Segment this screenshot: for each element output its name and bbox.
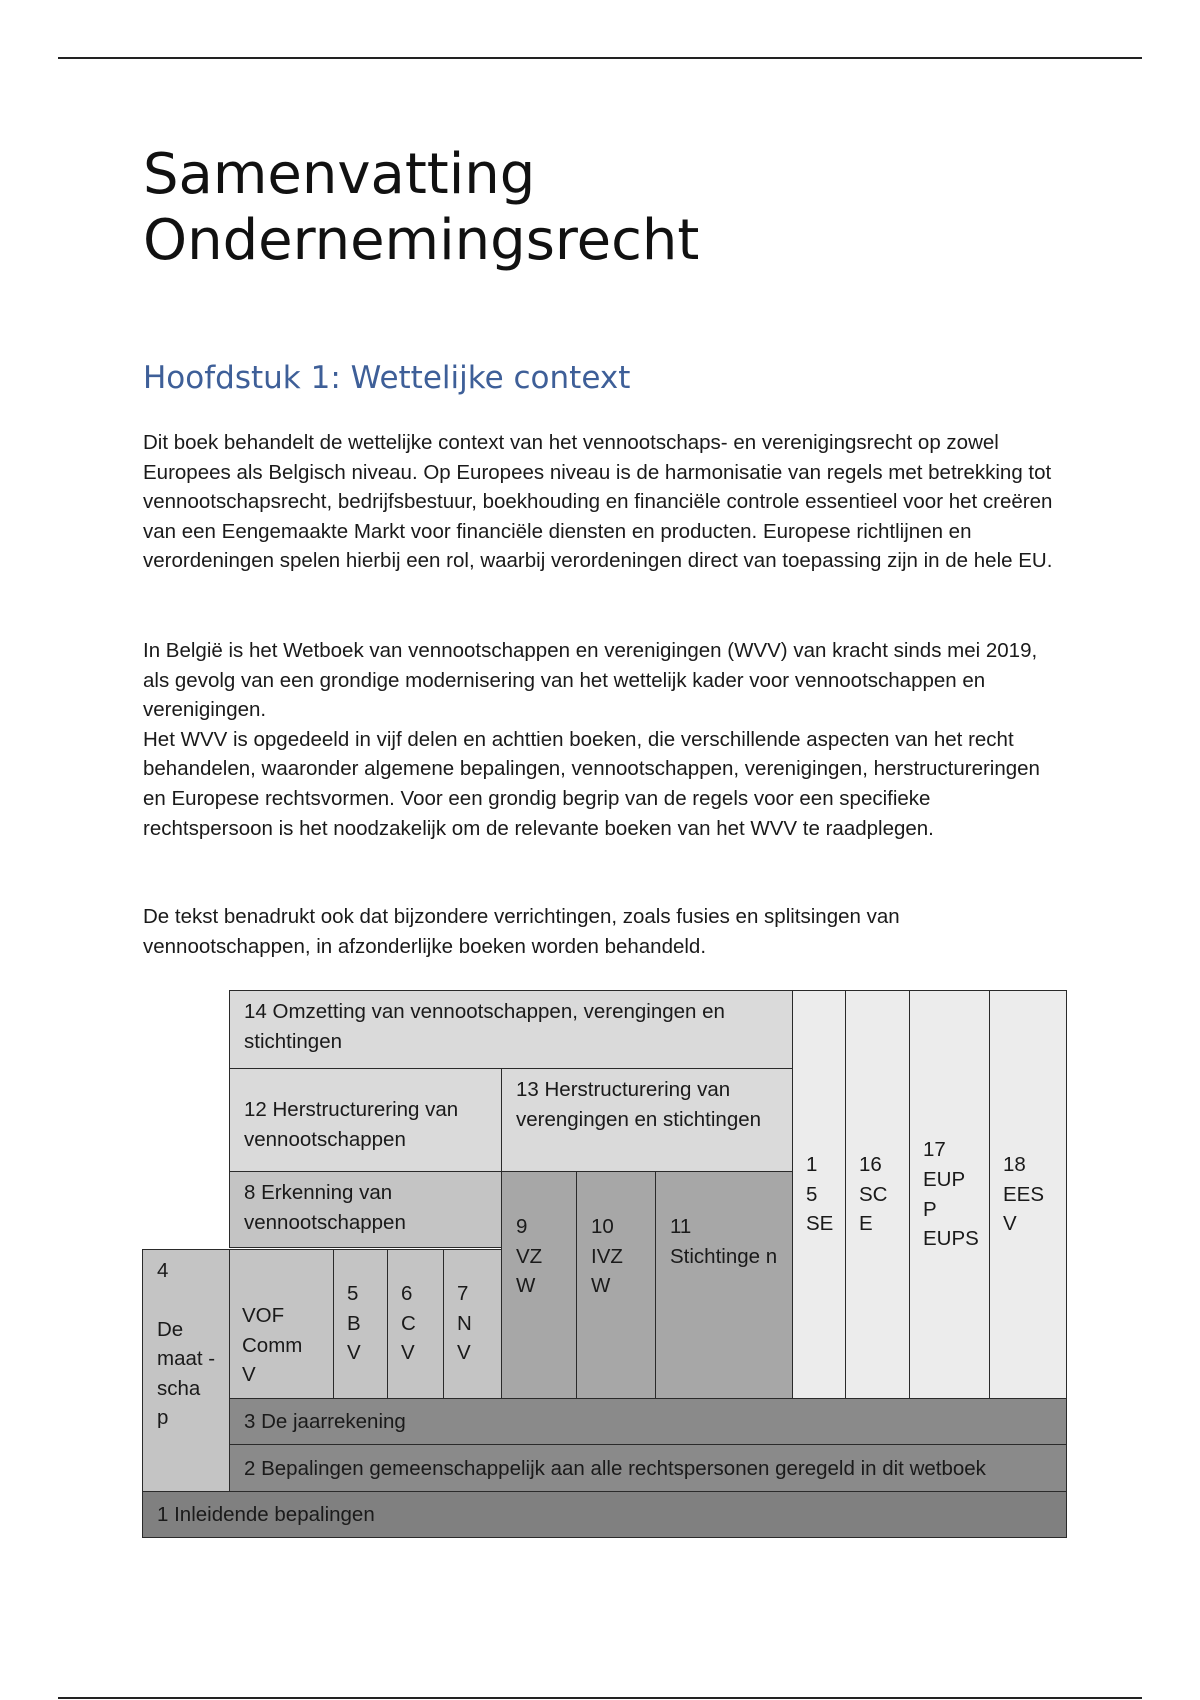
bottom-rule — [58, 1697, 1142, 1699]
paragraph-2 — [143, 636, 1058, 843]
book-6-cell — [387, 1249, 444, 1399]
paragraph-3: De tekst benadrukt ook dat bijzondere verrichtingen, zoals fusies en splitsingen van vennootschappen, in afzonderlijke boeken worden behandeld. — [143, 905, 900, 958]
paragraph-1: Dit boek behandelt de wettelijke context van het vennootschaps- en verenigingsrecht op zowel Europees als Belgisch niveau. Op Europees niveau is de harmonisatie van regels met betrekking tot vennootschapsrecht, bedrijfsbestuur, boekhouding en financiële controle essentieel voor het creëren van een Eengemaakte Markt voor financiële diensten en producten. Europese richtlijnen en verordeningen spelen hierbij een rol, waarbij verordeningen direct van toepassing zijn in de hele EU. — [143, 431, 1053, 573]
book-8-cell — [229, 1171, 502, 1248]
book-1-cell — [142, 1491, 1067, 1538]
book-2-cell — [229, 1444, 1067, 1492]
book-1-label: 1 Inleidende bepalingen — [157, 1503, 375, 1526]
book-4-number: 4 — [157, 1259, 169, 1282]
book-10-cell — [576, 1171, 656, 1399]
book-12-label: 12 Herstructurering van vennootschappen — [244, 1098, 459, 1151]
book-16-label: 16 SC E — [859, 1153, 888, 1236]
book-2-label: 2 Bepalingen gemeenschappelijk aan alle rechtspersonen geregeld in dit wetboek — [244, 1457, 986, 1480]
book-14-label: 14 Omzetting van vennootschappen, verengingen en stichtingen — [244, 1000, 725, 1053]
book-18-cell — [989, 990, 1067, 1399]
book-10-label: 10 IVZ W — [591, 1215, 623, 1298]
book-11-cell — [655, 1171, 793, 1399]
book-12-cell — [229, 1068, 502, 1172]
book-3-label: 3 De jaarrekening — [244, 1410, 406, 1433]
book-15-label: 1 5 SE — [806, 1153, 834, 1236]
document-title — [143, 142, 1043, 274]
book-16-cell — [845, 990, 910, 1399]
vof-commv-cell — [229, 1249, 334, 1399]
book-17-label: 17 EUP P EUPS — [923, 1138, 979, 1251]
book-3-cell — [229, 1398, 1067, 1445]
book-9-cell — [501, 1171, 577, 1399]
book-4-cell — [142, 1249, 230, 1492]
book-8-label: 8 Erkenning van vennootschappen — [244, 1181, 406, 1234]
vof-commv-label: VOF Comm V — [242, 1304, 303, 1387]
book-15-cell — [792, 990, 846, 1399]
book-5-cell — [333, 1249, 388, 1399]
book-11-label: 11 Stichtinge n — [670, 1215, 778, 1268]
chapter-heading: Hoofdstuk 1: Wettelijke context — [143, 360, 631, 396]
paragraph-2a: In België is het Wetboek van vennootschappen en verenigingen (WVV) van kracht sinds mei 2019, als gevolg van een grondige modernisering van het wettelijk kader voor vennootschappen en verenigingen. — [143, 639, 1038, 722]
book-9-label: 9 VZ W — [516, 1215, 543, 1298]
book-13-label: 13 Herstructurering van verengingen en stichtingen — [516, 1078, 762, 1131]
book-17-cell — [909, 990, 990, 1399]
book-13-cell — [501, 1068, 793, 1172]
book-4-label: De maat - scha p — [157, 1317, 216, 1430]
book-5-label: 5 B V — [347, 1282, 361, 1365]
paragraph-2b: Het WVV is opgedeeld in vijf delen en achttien boeken, die verschillende aspecten van het recht behandelen, waaronder algemene bepalingen, vennootschappen, verenigingen, herstructureringen en Europese rechtsvormen. Voor een grondig begrip van de regels voor een specifieke rechtspersoon is het noodzakelijk om de relevante boeken van het WVV te raadplegen. — [143, 727, 1040, 840]
book-7-cell — [443, 1249, 502, 1399]
title-line-1: Samenvatting — [143, 142, 536, 207]
book-18-label: 18 EES V — [1003, 1153, 1045, 1236]
book-14-cell — [229, 990, 793, 1069]
title-line-2: Ondernemingsrecht — [143, 208, 700, 273]
book-7-label: 7 N V — [457, 1282, 472, 1365]
top-rule — [58, 57, 1142, 59]
book-6-label: 6 C V — [401, 1282, 416, 1365]
